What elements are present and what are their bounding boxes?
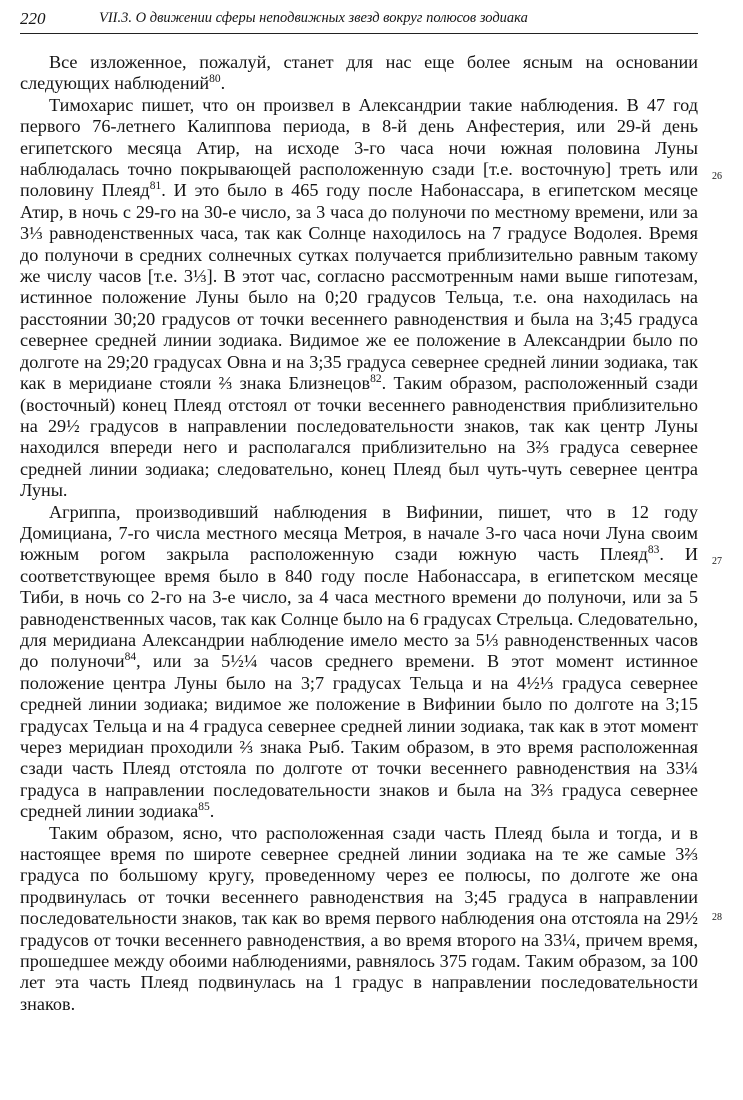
footnote-ref: 82: [370, 373, 382, 386]
main-text: [20, 52, 698, 1015]
paragraph-text: Агриппа, производивший наблюдения в Вифинии, пишет, что в 12 году Домициана, 7-го числа местного месяца Метроя, в начале 3-го часа ночи Луна своим южным рогом закрыла расположенную сзади южную часть Плеяд: [20, 501, 698, 565]
paragraph: [20, 823, 698, 1016]
footnote-ref: 81: [149, 180, 162, 193]
running-title: VII.3. О движении сферы неподвижных звезд вокруг полюсов зодиака: [99, 10, 528, 26]
page-header: [20, 9, 698, 35]
paragraph-text: .: [220, 73, 226, 94]
paragraph-text: Таким образом, ясно, что расположенная сзади часть Плеяд была и тогда, и в настоящее время по широте севернее средней линии зодиака на те же самые 3⅔ градуса по большому кругу, проведенному через ее полюсы, по долготе же она продвинулась от точки весеннего равноденствия на 3;45 градуса в направлении последовательности знаков, так как во время первого наблюдения она отстояла на 29½ градусов от точки весеннего равноденствия, а во время второго на 33¼, причем время, прошедшее между обоими наблюдениями, равнялось 375 годам. Таким образом, за 100 лет эта часть Плеяд подвинулась на 1 градус в направлении последовательности знаков.: [20, 822, 698, 1014]
page-number: 220: [20, 9, 46, 28]
margin-section-number: 28: [712, 912, 722, 923]
footnote-ref: 84: [124, 651, 137, 664]
paragraph-text: . И это было в 465 году после Набонассара, в египетском месяце Атир, в ночь с 29-го на 30-е число, за 3 часа до полуночи по местному времени, или за 3⅓ равноденственных часа, так как Солнце находилось на 7 градусе Водолея. Время до полуночи в средних солнечных сутках получается приблизительно равным такому же числу часов [т.е. 3⅓]. В этот час, согласно рассмотренным нами выше гипотезам, истинное положение Луны было на 0;20 градусов Тельца, т.е. она находилась на расстоянии 30;20 градусов от точки весеннего равноденствия и была на 3;45 градуса севернее средней линии зодиака. Видимое же ее положение в Александрии было по долготе на 29;20 градусах Овна и на 3;35 градуса севернее средней линии зодиака, так как в меридиане стояли ⅔ знака Близнецов: [20, 180, 699, 394]
paragraph-text: Все изложенное, пожалуй, станет для нас еще более ясным на основании следующих наблюдений: [20, 52, 698, 94]
footnote-ref: 83: [647, 544, 660, 557]
paragraph: [20, 502, 698, 823]
margin-section-number: 26: [712, 171, 722, 182]
paragraph: [20, 95, 698, 502]
footnote-ref: 85: [198, 801, 210, 814]
header-rule: [20, 33, 698, 34]
footnote-ref: 80: [209, 73, 221, 86]
paragraph-text: .: [209, 801, 215, 822]
paragraph-text: . И соответствующее время было в 840 году после Набонассара, в египетском месяце Тиби, в ночь со 2-го на 3-е число, за 4 часа местного времени до полуночи, или за 5 равноденственных часов, так как Солнце было на 6 градусах Стрельца. Следовательно, для меридиана Александрии наблюдение имело место за 5⅓ равноденственных часов до полуночи: [20, 544, 699, 672]
paragraph-text: Тимохарис пишет, что он произвел в Александрии такие наблюдения. В 47 год первого 76-летнего Калиппова периода, в 8-й день Анфестерия, или 29-й день египетского месяца Атир, на исходе 3-го часа ночи южная половина Луны наблюдалась точно покрывающей расположенную сзади [т.е. восточную] треть или половину Плеяд: [20, 94, 698, 201]
paragraph-text: . Таким образом, расположенный сзади (восточный) конец Плеяд отстоял от точки весеннего равноденствия приблизительно на 29½ градусов в направлении последовательности знаков, так как центр Луны находился впереди него и располагался приблизительно на 3⅔ градуса севернее средней линии зодиака; следовательно, конец Плеяд был чуть-чуть севернее центра Луны.: [20, 373, 698, 501]
margin-section-number: 27: [712, 556, 722, 567]
paragraph-text: , или за 5½¼ часов среднего времени. В этот момент истинное положение центра Луны было на 3;7 градусах Тельца и на 4½⅓ градуса севернее средней линии зодиака; видимое же положение в Вифинии было по долготе на 3;15 градусах Тельца и на 4 градуса севернее средней линии зодиака, так как в этот момент через меридиан проходили ⅔ знака Рыб. Таким образом, в это время расположенная сзади часть Плеяд отстояла по долготе от точки весеннего равноденствия на 33¼ градуса в направлении последовательности знаков и была на 3⅔ градуса севернее средней линии зодиака: [20, 651, 699, 822]
paragraph: [20, 52, 698, 95]
